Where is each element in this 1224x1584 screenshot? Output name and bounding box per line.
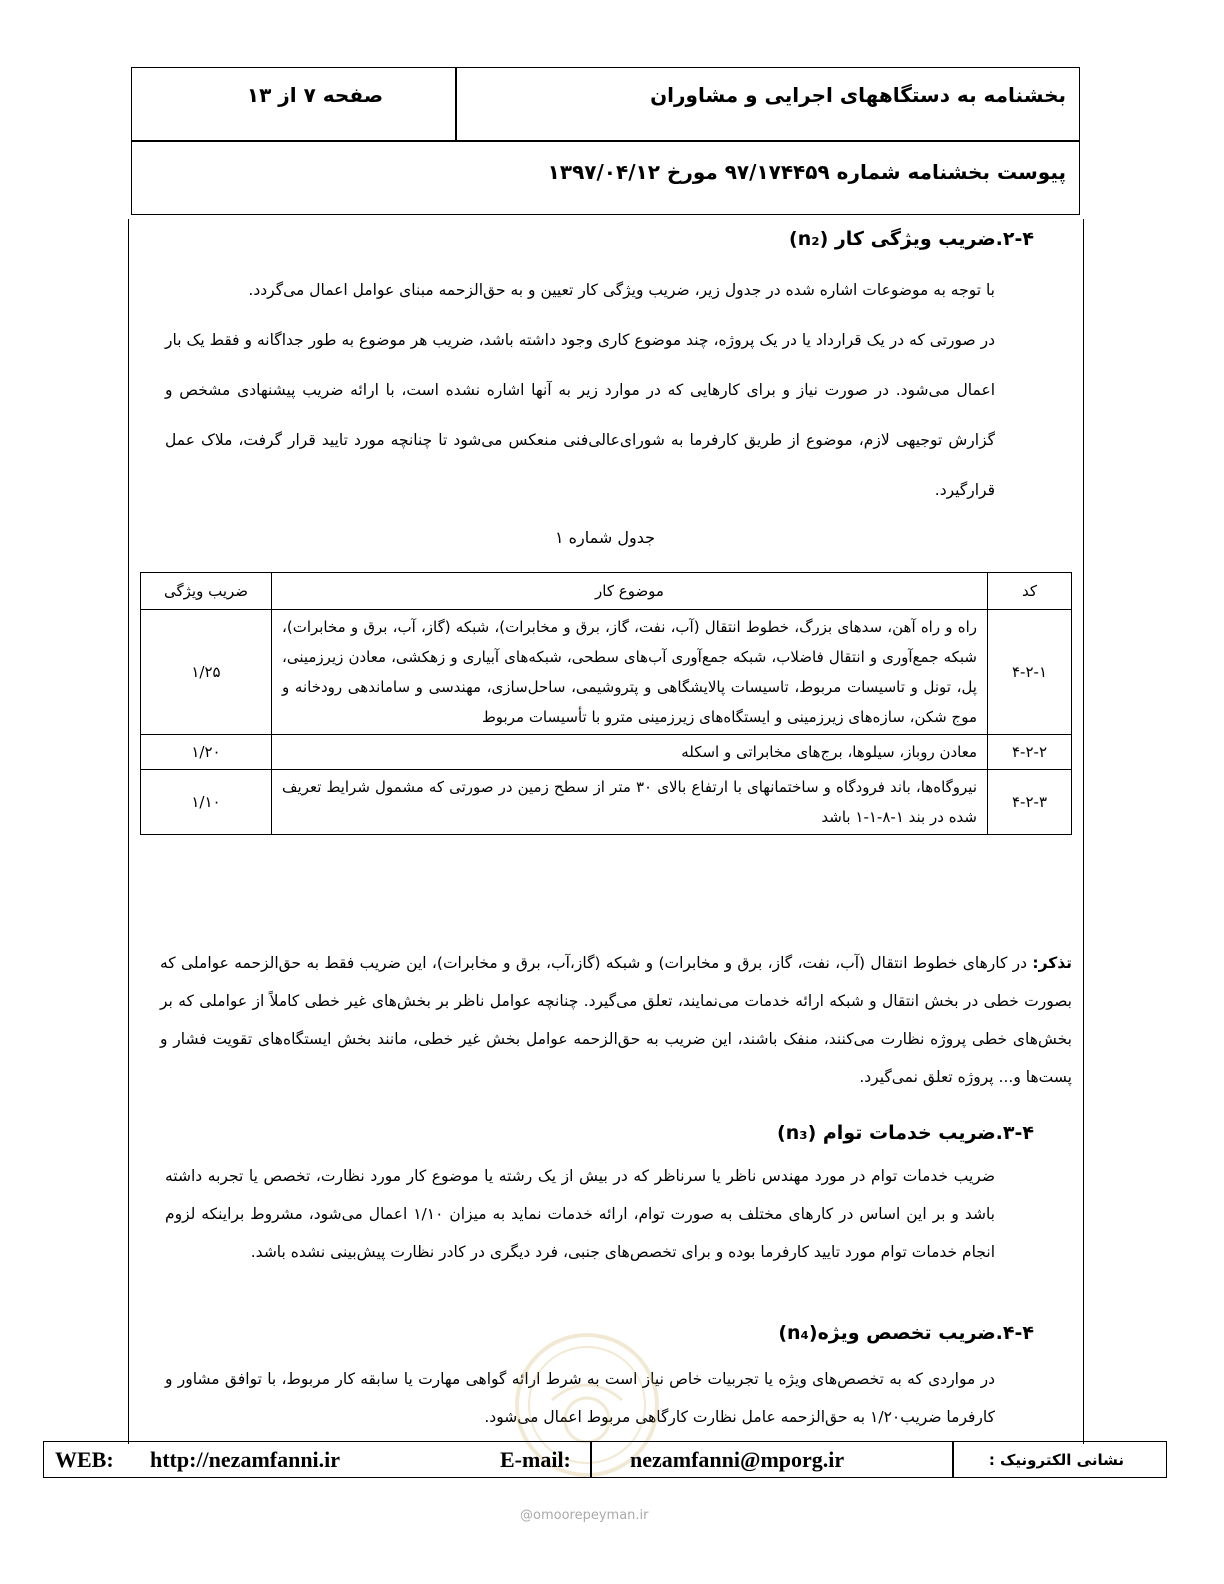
web-label: WEB: bbox=[55, 1447, 114, 1472]
email-link[interactable]: nezamfanni@mporg.ir bbox=[630, 1447, 845, 1472]
watermark-site: @omoorepeyman.ir bbox=[520, 1508, 649, 1523]
column-header-coef: ضریب ویژگی bbox=[141, 573, 272, 610]
paragraph: با توجه به موضوعات اشاره شده در جدول زیر، ضریب ویژگی کار تعیین و به حق‌الزحمه مبنای عوامل اعمال می‌گردد. bbox=[248, 281, 995, 299]
row-code: ۴-۲-۳ bbox=[988, 770, 1072, 835]
page-number: صفحه ۷ از ۱۳ bbox=[246, 83, 384, 107]
email-label: E-mail: bbox=[500, 1447, 571, 1472]
contact-label: نشانی الکترونیک : bbox=[988, 1451, 1124, 1469]
footer-divider bbox=[590, 1441, 592, 1478]
row-coefficient: ۱/۲۵ bbox=[141, 610, 272, 735]
table-row bbox=[141, 735, 1072, 770]
paragraph: در مواردی که به تخصص‌های ویژه یا تجربیات خاص نیاز است به شرط ارائه گواهی مهارت یا سابقه کار مربوط، با توافق مشاور و کارفرما ضریب۱/۲۰ به حق‌الزحمه عامل نظارت کارگاهی مربوط اعمال می‌شود. bbox=[165, 1370, 995, 1426]
row-code: ۴-۲-۲ bbox=[988, 735, 1072, 770]
note-text: در کارهای خطوط انتقال (آب، نفت، گاز، برق و مخابرات) و شبکه (گاز،آب، برق و مخابرات)، این ضریب فقط به حق‌الزحمه عواملی که بصورت خطی در بخش انتقال و شبکه ارائه خدمات می‌نمایند، تعلق می‌گیرد. چنانچه عوامل ناظر بر بخش‌های غیر خطی کاملاً از عواملی که بر بخش‌های خطی پروژه نظارت می‌کنند، منفک باشند، این ضریب به حق‌الزحمه عوامل بخش غیر خطی، مانند بخش ایستگاه‌های تقویت فشار و پست‌ها و... پروژه تعلق نمی‌گیرد. bbox=[160, 954, 1072, 1086]
coefficient-table bbox=[140, 572, 1072, 835]
column-header-subject: موضوع کار bbox=[272, 573, 988, 610]
header-divider bbox=[455, 67, 457, 141]
section-heading: ۳-۴.ضریب خدمات توام (n₃) bbox=[777, 1122, 1034, 1144]
footer-divider bbox=[952, 1441, 954, 1478]
section-heading: ۲-۴.ضریب ویژگی کار (n₂) bbox=[789, 228, 1034, 250]
note-label: تذکر: bbox=[1032, 954, 1073, 972]
row-subject: معادن روباز، سیلوها، برج‌های مخابراتی و اسکله bbox=[272, 735, 988, 770]
column-header-code: کد bbox=[988, 573, 1072, 610]
annex-reference: پیوست بخشنامه شماره ۹۷/۱۷۴۴۵۹ مورخ ۱۳۹۷/۰۴/۱۲ bbox=[547, 160, 1066, 184]
table-row bbox=[141, 610, 1072, 735]
table-header-row bbox=[141, 573, 1072, 610]
web-link[interactable]: http://nezamfanni.ir bbox=[150, 1447, 341, 1472]
table-row bbox=[141, 770, 1072, 835]
section-heading: ۴-۴.ضریب تخصص ویژه(n₄) bbox=[778, 1322, 1034, 1344]
paragraph: ضریب خدمات توام در مورد مهندس ناظر یا سرناظر که در بیش از یک رشته یا موضوع کار مورد نظارت، تخصص یا تجربه داشته باشد و بر این اساس در کارهای مختلف به صورت توام، ارائه خدمات نماید به میزان ۱/۱۰ اعمال می‌شود، مشروط براینکه لزوم انجام خدمات توام مورد تایید کارفرما بوده و برای تخصص‌های جنبی، فرد دیگری در کادر نظارت پیش‌بینی نشده باشد. bbox=[165, 1167, 995, 1261]
circular-title: بخشنامه به دستگاههای اجرایی و مشاوران bbox=[650, 83, 1066, 107]
row-coefficient: ۱/۲۰ bbox=[141, 735, 272, 770]
row-code: ۴-۲-۱ bbox=[988, 610, 1072, 735]
header-divider bbox=[131, 140, 1080, 142]
note-block bbox=[160, 944, 1072, 1096]
row-coefficient: ۱/۱۰ bbox=[141, 770, 272, 835]
row-subject: نیروگاه‌ها، باند فرودگاه و ساختمانهای با ارتفاع بالای ۳۰ متر از سطح زمین در صورتی که مشمول شرایط تعریف شده در بند ۱-۸-۱-۱ باشد bbox=[272, 770, 988, 835]
row-subject: راه و راه آهن، سدهای بزرگ، خطوط انتقال (آب، نفت، گاز، برق و مخابرات)، شبکه (گاز، آب، برق و مخابرات)، شبکه جمع‌آوری و انتقال فاضلاب، شبکه جمع‌آوری آب‌های سطحی، شبکه‌های آبیاری و زهکشی، معادن زیرزمینی، پل، تونل و تاسیسات مربوط، تاسیسات پالایشگاهی و پتروشیمی، ساحل‌سازی، مهندسی و ساماندهی رودخانه و موج شکن، سازه‌های زیرزمینی و ایستگاه‌های زیرزمینی مترو با تأسیسات مربوط bbox=[272, 610, 988, 735]
paragraph: در صورتی که در یک قرارداد یا در یک پروژه، چند موضوع کاری وجود داشته باشد، ضریب هر موضوع به طور جداگانه و فقط یک بار اعمال می‌شود. در صورت نیاز و برای کارهایی که در موارد زیر به آنها اشاره نشده است، با ارائه ضریب پیشنهادی مشخص و گزارش توجیهی لازم، موضوع از طریق کارفرما به شورای‌عالی‌فنی منعکس می‌شود تا چنانچه مورد تایید قرار گرفت، ملاک عمل قرارگیرد. bbox=[165, 331, 995, 499]
table-caption: جدول شماره ۱ bbox=[554, 528, 656, 547]
